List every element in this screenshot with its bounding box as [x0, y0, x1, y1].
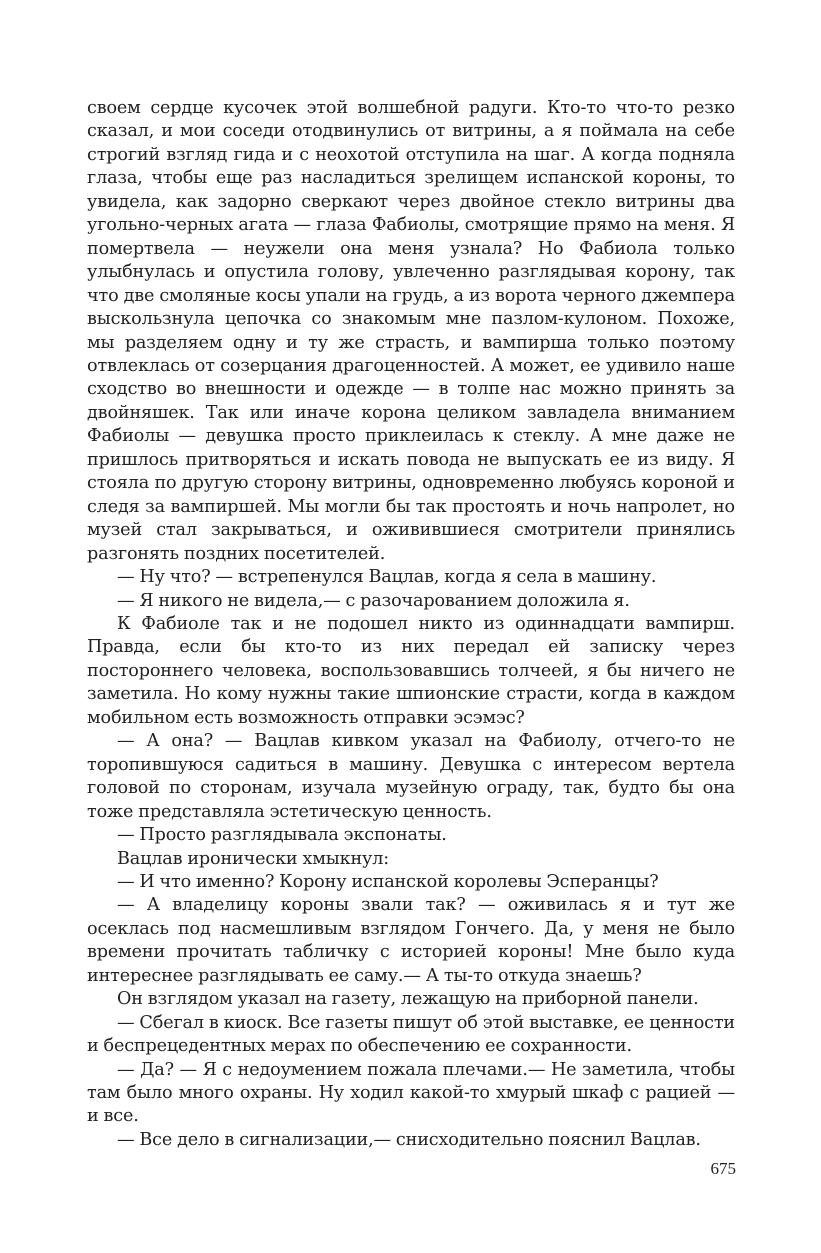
paragraph-9: — А владелицу короны звали так? — оживилась я и тут же осеклась под насмешливым взглядом Гончего. Да, у меня не было времени прочитать табличку с историей короны! Мне было куда интереснее разглядывать ее саму.— А ты-то откуда знаешь?: [87, 895, 735, 986]
main-text: [87, 97, 735, 1152]
page-body: [87, 97, 735, 1152]
paragraph-5: — А она? — Вацлав кивком указал на Фабиолу, отчего-то не торопившуюся садиться в машину. Девушка с интересом вертела головой по сторонам, изучала музейную ограду, так, будто бы она тоже представляла эстетическую ценность.: [87, 731, 735, 822]
paragraph-8: — И что именно? Корону испанской королевы Эсперанцы?: [117, 871, 659, 892]
paragraph-1: своем сердце кусочек этой волшебной радуги. Кто-то что-то резко сказал, и мои соседи отодвинулись от витрины, а я поймала на себе строгий взгляд гида и с неохотой отступила на шаг. А когда подняла глаза, чтобы еще раз насладиться зрелищем испанской короны, то увидела, как задорно сверкают через двойное стекло витрины два угольно-черных агата — глаза Фабиолы, смотрящие прямо на меня. Я помертвела — неужели она меня узнала? Но Фабиола только улыбнулась и опустила голову, увлеченно разглядывая корону, так что две смоляные косы упали на грудь, а из ворота черного джемпера выскользнула цепочка со знакомым мне пазлом-кулоном. Похоже, мы разделяем одну и ту же страсть, и вампирша только поэтому отвлеклась от созерцания драгоценностей. А может, ее удивило наше сходство во внешности и одежде — в толпе нас можно принять за двойняшек. Так или иначе корона целиком завладела вниманием Фабиолы — девушка просто приклеилась к стеклу. А мне даже не пришлось притворяться и искать повода не выпускать ее из виду. Я стояла по другую сторону витрины, одновременно любуясь короной и следя за вампиршей. Мы могли бы так простоять и ночь напролет, но музей стал закрываться, и оживившиеся смотрители принялись разгонять поздних посетителей.: [87, 98, 735, 564]
paragraph-6: — Просто разглядывала экспонаты.: [117, 825, 447, 846]
page-number: 675: [710, 1159, 736, 1178]
paragraph-7: Вацлав иронически хмыкнул:: [117, 848, 390, 869]
paragraph-3: — Я никого не видела,— с разочарованием доложила я.: [117, 590, 630, 611]
paragraph-10: Он взглядом указал на газету, лежащую на приборной панели.: [117, 989, 699, 1010]
paragraph-13: — Все дело в сигнализации,— снисходительно пояснил Вацлав.: [117, 1129, 701, 1150]
paragraph-11: — Сбегал в киоск. Все газеты пишут об этой выставке, ее ценности и беспрецедентных мерах по обеспечению ее сохранности.: [87, 1012, 735, 1057]
paragraph-2: — Ну что? — встрепенулся Вацлав, когда я села в машину.: [117, 567, 657, 588]
paragraph-4: К Фабиоле так и не подошел никто из одиннадцати вампирш. Правда, если бы кто-то из них передал ей записку через постороннего человека, воспользовавшись толчеей, я бы ничего не заметила. Но кому нужны такие шпионские страсти, когда в каждом мобильном есть возможность отправки эсэмэс?: [87, 613, 735, 728]
paragraph-12: — Да? — Я с недоумением пожала плечами.— Не заметила, чтобы там было много охраны. Ну ходил какой-то хмурый шкаф с рацией — и все.: [87, 1059, 735, 1127]
